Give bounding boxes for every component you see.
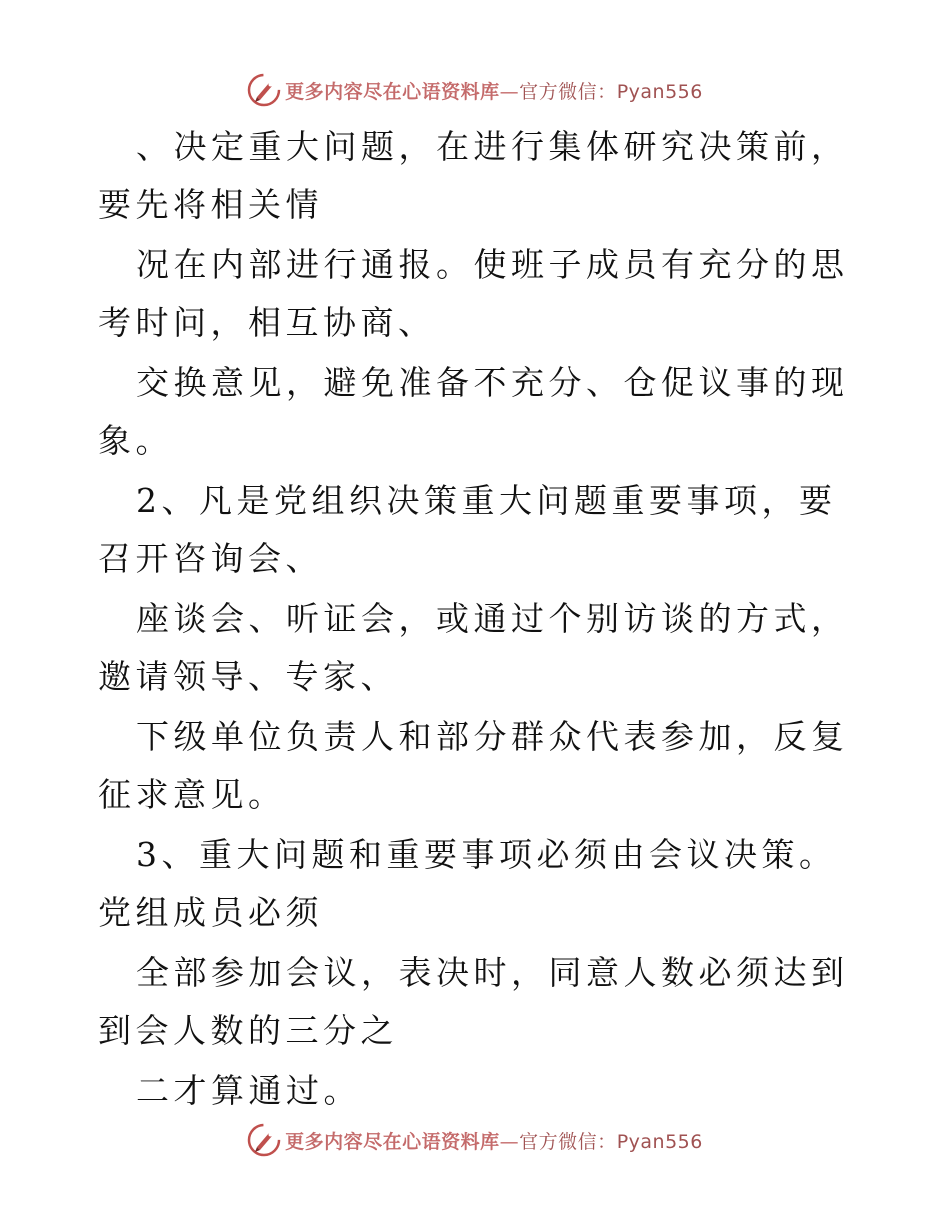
pen-nib-logo-icon: [247, 73, 281, 107]
header-wechat-id: Pyan556: [616, 80, 703, 103]
footer-wechat-id: Pyan556: [616, 1130, 703, 1153]
paragraph: 2、凡是党组织决策重大问题重要事项，要召开咨询会、: [98, 481, 837, 578]
footer-brand: 更多内容尽在心语资料库: [285, 1130, 500, 1153]
header-banner: [0, 70, 950, 110]
header-brand: 更多内容尽在心语资料库: [285, 80, 500, 103]
paragraph: 座谈会、听证会，或通过个别访谈的方式，邀请领导、专家、: [98, 599, 849, 696]
paragraph: 二才算通过。: [136, 1071, 361, 1110]
footer-banner: [0, 1120, 950, 1160]
document-body: [98, 118, 858, 1122]
pen-nib-logo-icon: [247, 1123, 281, 1157]
header-wechat-label: 官方微信：: [519, 80, 617, 103]
footer-banner-text: [285, 1127, 703, 1154]
paragraph: 全部参加会议，表决时，同意人数必须达到到会人数的三分之: [98, 953, 849, 1050]
footer-separator: —: [499, 1130, 520, 1153]
header-separator: —: [499, 80, 520, 103]
paragraph: 况在内部进行通报。使班子成员有充分的思考时问，相互协商、: [98, 245, 849, 342]
footer-wechat-label: 官方微信：: [519, 1130, 617, 1153]
header-banner-text: [285, 77, 703, 104]
paragraph: 交换意见，避免准备不充分、仓促议事的现象。: [98, 363, 849, 460]
paragraph: 3、重大问题和重要事项必须由会议决策。党组成员必须: [98, 835, 837, 932]
paragraph: 、决定重大问题，在进行集体研究决策前，要先将相关情: [98, 127, 849, 224]
paragraph: 下级单位负责人和部分群众代表参加，反复征求意见。: [98, 717, 849, 814]
